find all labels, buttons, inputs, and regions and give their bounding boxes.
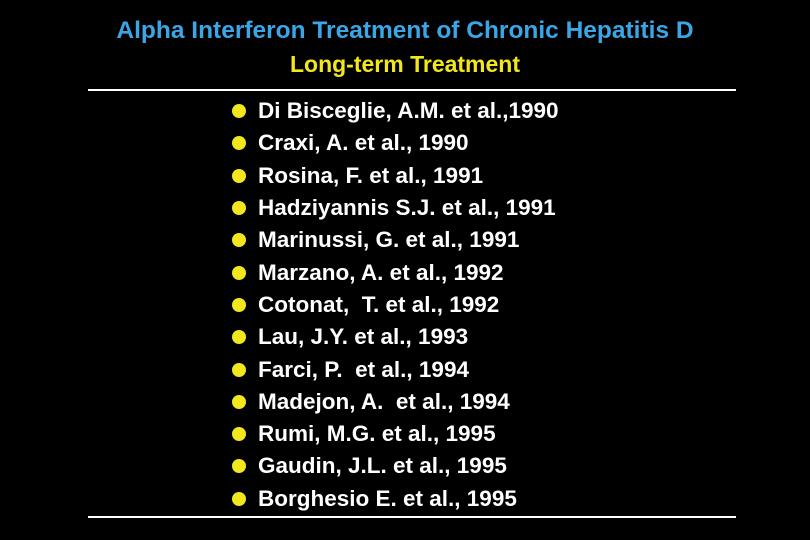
list-item	[232, 321, 559, 353]
list-item	[232, 256, 559, 288]
reference-text: Di Bisceglie, A.M. et al.,1990	[258, 98, 559, 124]
bullet-icon	[232, 459, 246, 473]
reference-list	[232, 95, 559, 515]
bullet-icon	[232, 363, 246, 377]
list-item	[232, 95, 559, 127]
reference-text: Lau, J.Y. et al., 1993	[258, 324, 469, 350]
reference-text: Marinussi, G. et al., 1991	[258, 227, 520, 253]
reference-text: Marzano, A. et al., 1992	[258, 259, 504, 285]
reference-text: Borghesio E. et al., 1995	[258, 485, 517, 511]
list-item	[232, 127, 559, 159]
bullet-icon	[232, 427, 246, 441]
bullet-icon	[232, 492, 246, 506]
slide-title: Alpha Interferon Treatment of Chronic Hepatitis D	[116, 17, 694, 44]
list-item	[232, 418, 559, 450]
bullet-icon	[232, 330, 246, 344]
reference-text: Hadziyannis S.J. et al., 1991	[258, 195, 556, 221]
list-item	[232, 192, 559, 224]
reference-text: Gaudin, J.L. et al., 1995	[258, 453, 507, 479]
slide-subtitle: Long-term Treatment	[289, 51, 521, 77]
list-item	[232, 483, 559, 515]
bullet-icon	[232, 201, 246, 215]
top-divider	[88, 89, 736, 91]
bullet-icon	[232, 169, 246, 183]
bullet-icon	[232, 233, 246, 247]
list-item	[232, 224, 559, 256]
reference-text: Rumi, M.G. et al., 1995	[258, 421, 496, 447]
list-item	[232, 289, 559, 321]
list-item	[232, 160, 559, 192]
reference-text: Craxi, A. et al., 1990	[258, 130, 469, 156]
list-item	[232, 386, 559, 418]
reference-text: Rosina, F. et al., 1991	[258, 162, 484, 188]
reference-text: Cotonat, T. et al., 1992	[258, 291, 500, 317]
reference-text: Farci, P. et al., 1994	[258, 356, 469, 382]
list-item	[232, 450, 559, 482]
bullet-icon	[232, 136, 246, 150]
bullet-icon	[232, 395, 246, 409]
bottom-divider	[88, 516, 736, 518]
reference-text: Madejon, A. et al., 1994	[258, 388, 510, 414]
bullet-icon	[232, 104, 246, 118]
list-item	[232, 353, 559, 385]
bullet-icon	[232, 266, 246, 280]
bullet-icon	[232, 298, 246, 312]
